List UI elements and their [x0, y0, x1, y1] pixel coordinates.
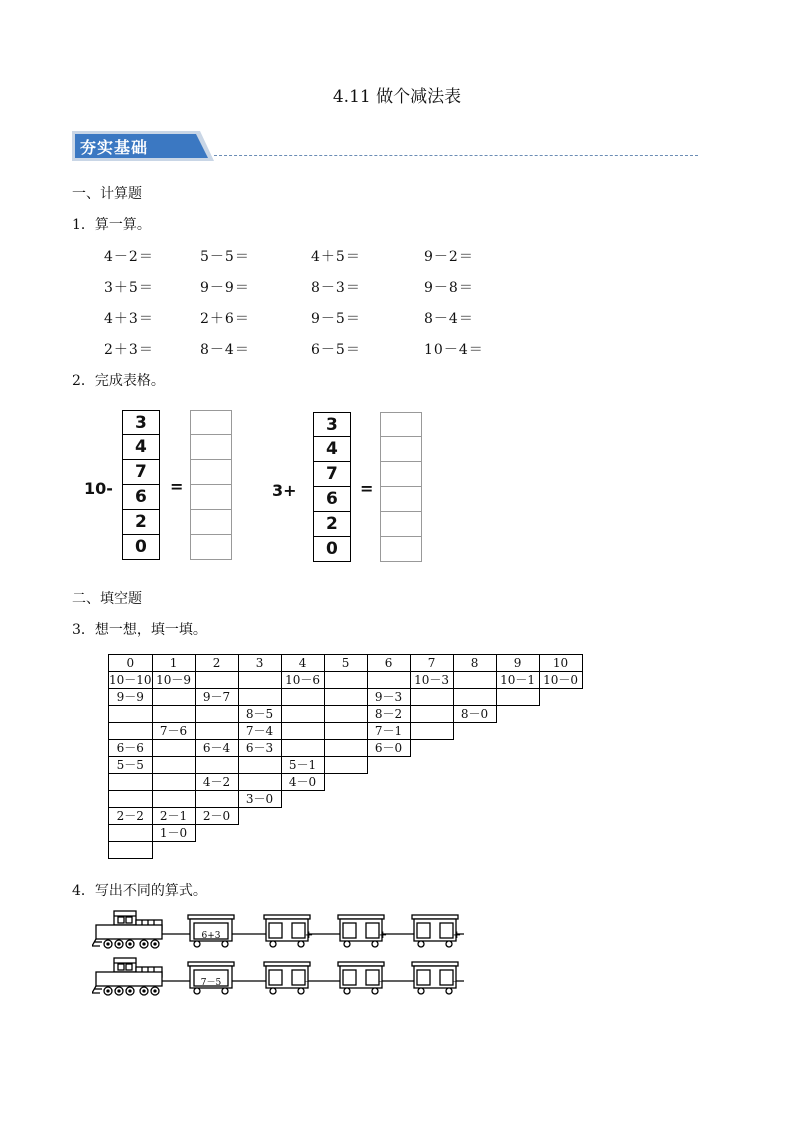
subtract-prefix: 10- — [84, 479, 113, 498]
table-cell[interactable]: 1－0 — [152, 825, 195, 842]
table-cell[interactable]: 8－0 — [453, 706, 496, 723]
section-heading-2: 二、填空题 — [72, 591, 142, 607]
answer-cell[interactable] — [381, 512, 422, 537]
table-cell[interactable]: 7－6 — [152, 723, 195, 740]
table-cell[interactable]: 4－2 — [195, 774, 238, 791]
operand-column-right — [313, 412, 351, 562]
train1-op: + — [304, 930, 314, 941]
header-cell: 0 — [109, 655, 153, 672]
train-illustration — [92, 908, 464, 1000]
header-cell: 4 — [281, 655, 324, 672]
table-cell[interactable] — [195, 791, 238, 808]
table-cell[interactable]: 2－2 — [109, 808, 153, 825]
answer-cell[interactable] — [191, 410, 232, 435]
table-cell[interactable] — [238, 774, 281, 791]
table-cell[interactable]: 8－2 — [367, 706, 410, 723]
equation: 2＋6＝ — [200, 311, 250, 327]
train1-op: + — [378, 930, 388, 941]
table-cell[interactable] — [195, 723, 238, 740]
answer-cell[interactable] — [381, 487, 422, 512]
table-cell[interactable]: 9－9 — [109, 689, 153, 706]
page-title: 4.11 做个减法表 — [332, 87, 462, 107]
answer-column-right[interactable] — [380, 412, 422, 562]
table-cell[interactable] — [109, 825, 153, 842]
table-cell[interactable] — [238, 757, 281, 774]
header-cell: 3 — [238, 655, 281, 672]
question-3-label: 3．想一想，填一填。 — [72, 622, 207, 638]
operand-cell: 2 — [123, 510, 160, 535]
answer-cell[interactable] — [381, 437, 422, 462]
table-row — [109, 774, 583, 791]
answer-cell[interactable] — [191, 510, 232, 535]
train-1 — [92, 911, 464, 948]
table-cell[interactable] — [324, 689, 367, 706]
answer-cell[interactable] — [191, 460, 232, 485]
question-2-label: 2．完成表格。 — [72, 373, 165, 389]
answer-cell[interactable] — [191, 535, 232, 560]
equation: 10－4＝ — [424, 342, 484, 358]
table-cell[interactable] — [324, 740, 367, 757]
train-2 — [92, 958, 464, 995]
operand-cell: 7 — [123, 460, 160, 485]
table-cell[interactable] — [152, 791, 195, 808]
table-cell[interactable] — [152, 757, 195, 774]
table-cell[interactable] — [410, 689, 453, 706]
train2-op: － — [452, 977, 462, 988]
equation: 9－9＝ — [200, 280, 250, 296]
table-cell[interactable]: 10－3 — [410, 672, 453, 689]
table-cell[interactable] — [109, 706, 153, 723]
header-cell: 7 — [410, 655, 453, 672]
equation: 9－8＝ — [424, 280, 474, 296]
operand-cell: 4 — [123, 435, 160, 460]
table-cell[interactable] — [109, 723, 153, 740]
table-cell[interactable] — [109, 842, 153, 859]
equation: 3＋5＝ — [104, 280, 154, 296]
table-cell[interactable]: 5－5 — [109, 757, 153, 774]
table-cell[interactable]: 6－3 — [238, 740, 281, 757]
table-cell[interactable]: 6－6 — [109, 740, 153, 757]
table-cell[interactable] — [109, 791, 153, 808]
table-cell[interactable] — [324, 757, 367, 774]
table-cell[interactable] — [238, 672, 281, 689]
table-row — [109, 706, 583, 723]
banner-label: 夯实基础 — [80, 138, 149, 157]
table-cell[interactable] — [324, 723, 367, 740]
equation: 6－5＝ — [311, 342, 361, 358]
table-cell[interactable]: 6－0 — [367, 740, 410, 757]
table-cell[interactable]: 2－1 — [152, 808, 195, 825]
answer-cell[interactable] — [191, 485, 232, 510]
section-banner — [72, 131, 214, 161]
table-cell[interactable] — [195, 757, 238, 774]
table-row — [109, 689, 583, 706]
table-cell[interactable]: 10－10 — [109, 673, 152, 687]
table-cell[interactable] — [453, 672, 496, 689]
section-heading-1: 一、计算题 — [72, 186, 142, 202]
equation: 4＋3＝ — [104, 311, 154, 327]
operand-cell: 0 — [314, 537, 351, 562]
table-cell[interactable] — [152, 706, 195, 723]
header-cell: 1 — [152, 655, 195, 672]
operand-cell: 3 — [314, 412, 351, 437]
operand-cell: 0 — [123, 535, 160, 560]
table-cell[interactable] — [281, 689, 324, 706]
header-cell: 8 — [453, 655, 496, 672]
table-cell[interactable] — [152, 740, 195, 757]
table-row — [109, 825, 583, 842]
table-cell[interactable] — [324, 672, 367, 689]
operand-column-left — [122, 410, 160, 560]
table-cell[interactable] — [367, 672, 410, 689]
train2-op: － — [378, 977, 388, 988]
table-cell[interactable]: 7－4 — [238, 723, 281, 740]
header-cell: 10 — [539, 655, 582, 672]
table-cell[interactable]: 5－1 — [281, 757, 324, 774]
table-cell[interactable] — [152, 774, 195, 791]
table-row — [109, 672, 583, 689]
table-cell[interactable]: 9－3 — [367, 689, 410, 706]
table-cell[interactable]: 10－6 — [281, 672, 324, 689]
equation: 4－2＝ — [104, 249, 154, 265]
equation: 2＋3＝ — [104, 342, 154, 358]
table-cell[interactable] — [109, 774, 153, 791]
table-cell[interactable]: 10－1 — [496, 672, 539, 689]
operand-cell: 6 — [314, 487, 351, 512]
table-cell[interactable]: 9－7 — [195, 689, 238, 706]
table-cell[interactable] — [453, 689, 496, 706]
operand-cell: 7 — [314, 462, 351, 487]
add-prefix: 3+ — [272, 481, 297, 500]
table-header-row — [109, 655, 583, 672]
equation: 8－4＝ — [200, 342, 250, 358]
table-cell[interactable] — [410, 723, 453, 740]
table-cell[interactable] — [238, 689, 281, 706]
table-cell[interactable]: 10－9 — [152, 672, 195, 689]
table-cell[interactable]: 3－0 — [238, 791, 281, 808]
table-cell[interactable] — [281, 723, 324, 740]
train2-given-equation: 7－5 — [200, 978, 222, 988]
table-cell[interactable] — [324, 706, 367, 723]
equation: 9－5＝ — [311, 311, 361, 327]
equation: 5－5＝ — [200, 249, 250, 265]
header-cell: 9 — [496, 655, 539, 672]
train1-op: + — [452, 930, 462, 941]
operand-cell: 2 — [314, 512, 351, 537]
subtraction-table — [108, 654, 583, 859]
table-cell[interactable]: 7－1 — [367, 723, 410, 740]
equation: 9－2＝ — [424, 249, 474, 265]
table-row — [109, 791, 583, 808]
table-cell[interactable] — [152, 689, 195, 706]
table-cell[interactable]: 6－4 — [195, 740, 238, 757]
table-cell[interactable] — [281, 740, 324, 757]
table-row — [109, 757, 583, 774]
table-row — [109, 842, 583, 859]
train1-given-equation: 6+3 — [201, 931, 221, 941]
table-row — [109, 740, 583, 757]
header-cell: 2 — [195, 655, 238, 672]
answer-cell[interactable] — [381, 537, 422, 562]
table-cell[interactable] — [281, 706, 324, 723]
question-1-label: 1．算一算。 — [72, 217, 151, 233]
table-cell[interactable]: 4－0 — [281, 774, 324, 791]
table-cell[interactable]: 2－0 — [195, 808, 238, 825]
header-cell: 5 — [324, 655, 367, 672]
question-4-label: 4．写出不同的算式。 — [72, 883, 207, 899]
dashed-divider — [214, 155, 698, 156]
table-cell[interactable] — [195, 672, 238, 689]
answer-cell[interactable] — [191, 435, 232, 460]
answer-cell[interactable] — [381, 462, 422, 487]
table-cell[interactable] — [410, 706, 453, 723]
table-cell[interactable]: 10－0 — [539, 672, 582, 689]
operand-cell: 3 — [123, 410, 160, 435]
equation: 8－4＝ — [424, 311, 474, 327]
answer-column-left[interactable] — [190, 410, 232, 560]
table-cell[interactable]: 8－5 — [238, 706, 281, 723]
answer-cell[interactable] — [381, 412, 422, 437]
table-row — [109, 723, 583, 740]
operand-cell: 6 — [123, 485, 160, 510]
train2-op: － — [304, 977, 314, 988]
equals-sign: = — [360, 479, 374, 498]
table-cell[interactable] — [195, 706, 238, 723]
table-cell[interactable] — [496, 689, 539, 706]
equation: 8－3＝ — [311, 280, 361, 296]
equation: 4＋5＝ — [311, 249, 361, 265]
table-row — [109, 808, 583, 825]
header-cell: 6 — [367, 655, 410, 672]
equals-sign: = — [170, 477, 184, 496]
operand-cell: 4 — [314, 437, 351, 462]
